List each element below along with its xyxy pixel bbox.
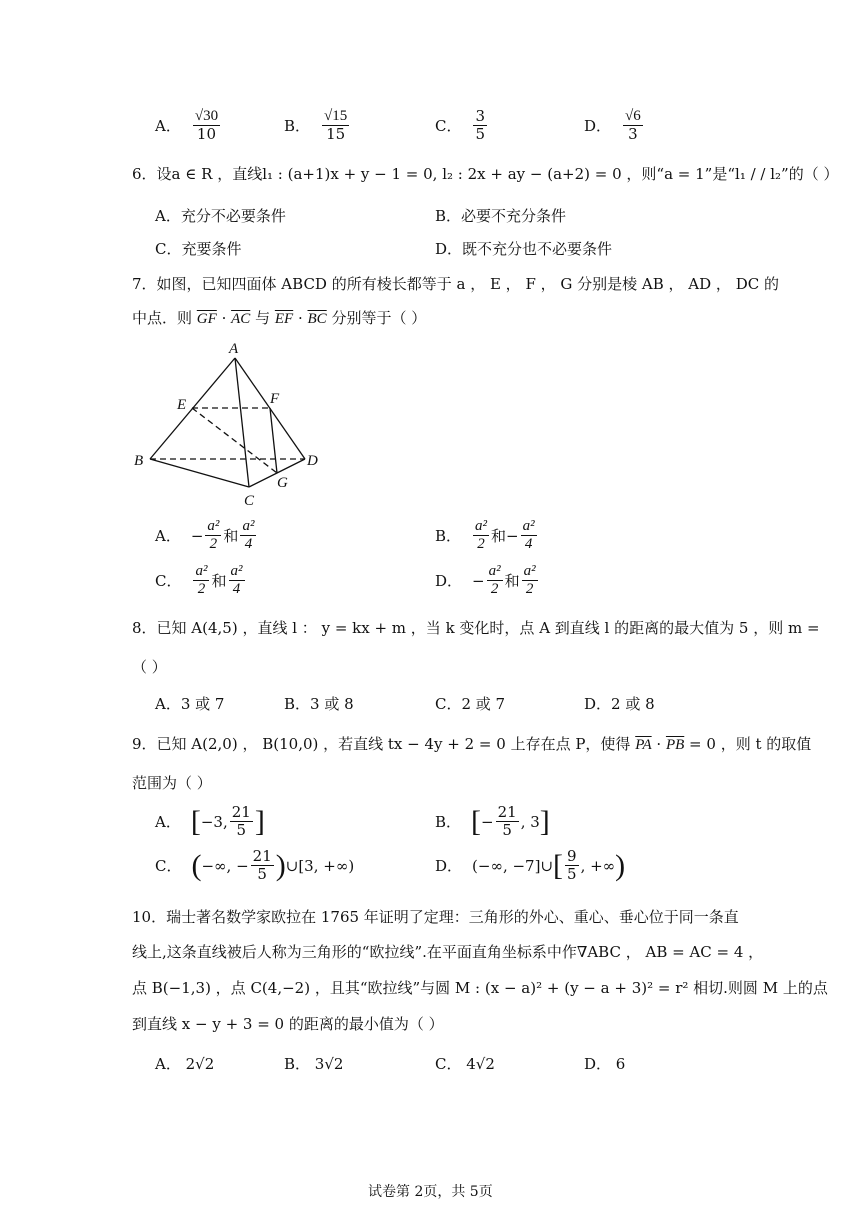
q6-option-a: A．充分不必要条件 — [155, 207, 286, 225]
q9-option-b: B． [ − $\frac{21}{5}$ , 3 ] — [435, 803, 550, 839]
q5-option-c: C． $\frac{3}{5}$ — [435, 107, 486, 143]
label-d: D — [307, 453, 318, 469]
q8-option-a: A．3 或 7 — [155, 695, 225, 713]
q6-option-b: B．必要不充分条件 — [435, 207, 567, 225]
segment-eg — [192, 408, 277, 473]
label-b: B — [134, 453, 144, 469]
q9-stem-line1: 9．已知 A(2,0) ， B(10,0) ，若直线 tx − 4y + 2 = 0 上存在点 P，使得 $\overline{PA} \cdot \overline{PB} = 0$ ，则 t 的取值 — [132, 735, 812, 753]
q10-option-d: D． 6 — [584, 1055, 626, 1073]
q5-option-a: A． $\frac{√30}{10}$ — [155, 108, 219, 143]
q10-option-a: A． 2√2 — [155, 1055, 215, 1073]
q7-stem-line1: 7．如图，已知四面体 ABCD 的所有棱长都等于 a ， E ， F ， G 分别是棱 AB ， AD ， DC 的 — [132, 275, 779, 293]
q7-option-b: B． $\frac{\text{a²}}{2}$ 和 − $\frac{\text{a²}}{4}$ — [435, 518, 535, 552]
tetrahedron-figure — [125, 335, 325, 510]
page-footer: 试卷第 2页，共 5页 — [368, 1184, 493, 1200]
q7-stem-line2: 中点．则 $\overline{GF} \cdot \overline{AC}$ 与 $\overline{EF} \cdot \overline{BC}$ 分别等于（ ） — [132, 309, 427, 327]
q10-line3: 点 B(−1,3) ，点 C(4,−2) ，且其“欧拉线”与圆 M : (x − a)² + (y − a + 3)² = r² 相切.则圆 M 上的点 — [132, 979, 828, 997]
q6-option-c: C．充要条件 — [155, 240, 242, 258]
q8-option-b: B．3 或 8 — [284, 695, 354, 713]
q7-option-c: C． $\frac{\text{a²}}{2}$ 和 $\frac{\text{a²}}{4}$ — [155, 563, 243, 597]
q5-option-b: B． $\frac{√15}{15}$ — [284, 108, 348, 143]
q6-stem: 6．设a ∈ R ，直线l₁ : (a+1)x + y − 1 = 0, l₂ : 2x + ay − (a+2) = 0 ，则“a = 1”是“l₁ / / l₂”的（ ） — [132, 165, 839, 183]
q8-stem-line1: 8．已知 A(4,5) ，直线 l ： y = kx + m ，当 k 变化时，点 A 到直线 l 的距离的最大值为 5 ，则 m = — [132, 619, 820, 637]
q9-option-a: A． [ −3, $\frac{21}{5}$ ] — [155, 803, 265, 839]
q5-option-d: D． $\frac{√6}{3}$ — [584, 108, 641, 143]
q8-stem-line2: （ ） — [132, 658, 167, 676]
q9-option-d: D． (−∞, −7]∪ [ $\frac{9}{5}$ , +∞ ) — [435, 847, 626, 883]
q6-option-d: D．既不充分也不必要条件 — [435, 240, 613, 258]
label-g: G — [277, 475, 288, 491]
q8-option-d: D．2 或 8 — [584, 695, 655, 713]
q9-option-c: C． ( −∞, − $\frac{21}{5}$ ) ∪[3, +∞) — [155, 847, 355, 883]
label-a: A — [229, 341, 239, 357]
q10-line2: 线上,这条直线被后人称为三角形的“欧拉线”.在平面直角坐标系中作∇ABC ， AB = AC = 4 ， — [132, 943, 764, 961]
edge-ac — [235, 358, 249, 487]
q10-line1: 10．瑞士著名数学家欧拉在 1765 年证明了定理：三角形的外心、重心、垂心位于同一条直 — [132, 908, 739, 926]
q8-option-c: C．2 或 7 — [435, 695, 506, 713]
label-c: C — [244, 493, 255, 509]
q7-option-a: A． − $\frac{\text{a²}}{2}$ 和 $\frac{\text{a²}}{4}$ — [155, 518, 255, 552]
label-e: E — [177, 397, 187, 413]
q10-line4: 到直线 x − y + 3 = 0 的距离的最小值为（ ） — [132, 1015, 444, 1033]
label-f: F — [270, 391, 280, 407]
q10-option-b: B． 3√2 — [284, 1055, 344, 1073]
q9-stem-line2: 范围为（ ） — [132, 774, 212, 792]
q10-option-c: C． 4√2 — [435, 1055, 495, 1073]
q7-option-d: D． − $\frac{\text{a²}}{2}$ 和 $\frac{\text{a²}}{2}$ — [435, 563, 536, 597]
edge-bc — [150, 459, 249, 487]
